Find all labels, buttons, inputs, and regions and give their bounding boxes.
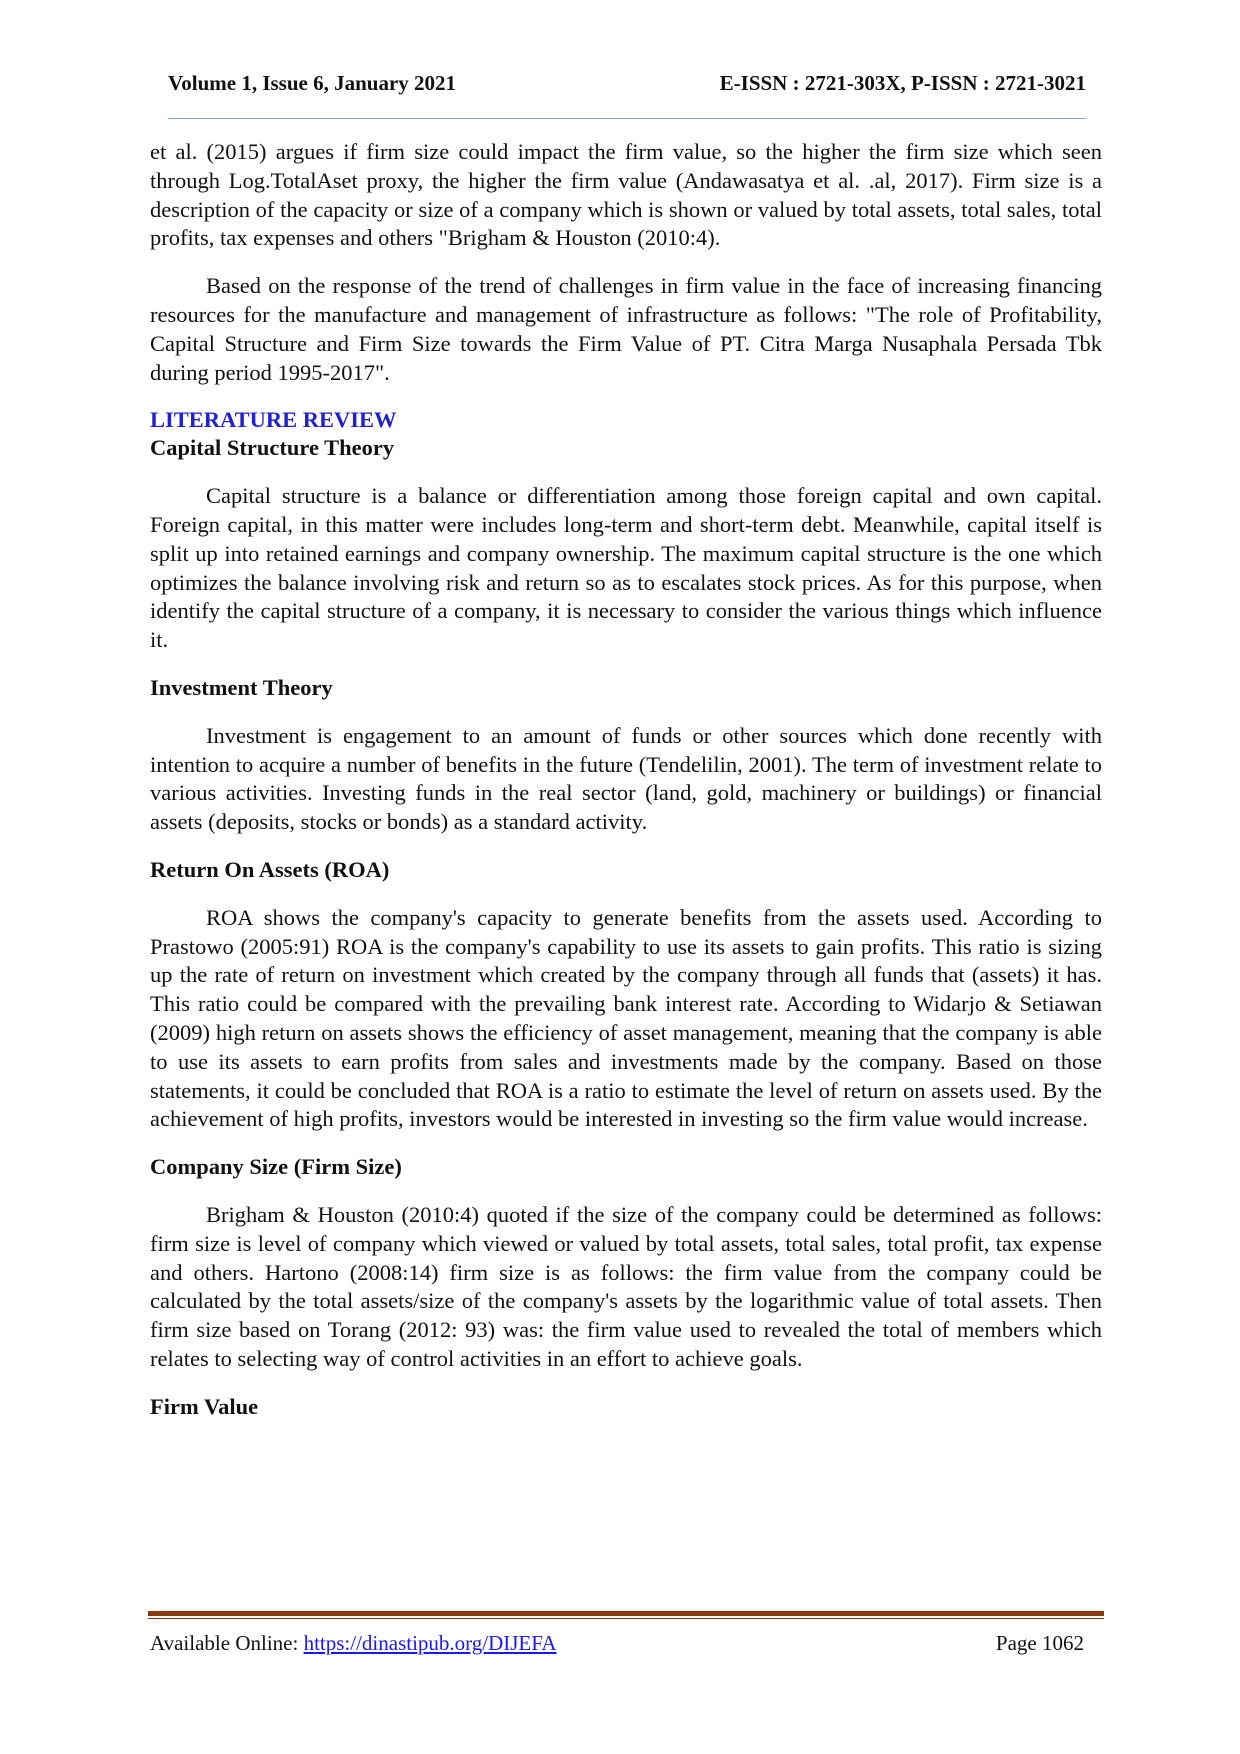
header-divider bbox=[168, 118, 1086, 119]
paragraph-roa: ROA shows the company's capacity to generate benefits from the assets used. According to Prastowo (2005:91) ROA is the company's capability to use its assets to gain profits. This ratio is sizing up the rate of return on investment which created by the company through all funds that (assets) it has. This ratio could be compared with the prevailing bank interest rate. According to Widarjo & Setiawan (2009) high return on assets shows the efficiency of asset management, meaning that the company is able to use its assets to earn profits from sales and investments made by the company. Based on those statements, it could be concluded that ROA is a ratio to estimate the level of return on assets used. By the achievement of high profits, investors would be interested in investing so the firm value would increase. bbox=[150, 904, 1102, 1132]
journal-volume: Volume 1, Issue 6, January 2021 bbox=[168, 71, 457, 95]
available-label: Available Online: bbox=[150, 1631, 304, 1655]
availability-note bbox=[150, 1630, 557, 1656]
paragraph-investment: Investment is engagement to an amount of funds or other sources which done recently with intention to acquire a number of benefits in the future (Tendelilin, 2001). The term of investment relate to various activities. Investing funds in the real sector (land, gold, machinery or buildings) or financial assets (deposits, stocks or bonds) as a standard activity. bbox=[150, 722, 1102, 835]
subheading-investment-theory: Investment Theory bbox=[150, 674, 333, 700]
subheading-capital-structure: Capital Structure Theory bbox=[150, 435, 395, 461]
paragraph-intro: et al. (2015) argues if firm size could impact the firm value, so the higher the firm size which seen through Log.TotalAset proxy, the higher the firm value (Andawasatya et al. .al, 2017). Firm size is a description of the capacity or size of a company which is shown or valued by total assets, total sales, total profits, tax expenses and others "Brigham & Houston (2010:4). bbox=[150, 139, 1102, 251]
running-header bbox=[168, 70, 1086, 96]
paragraph-firm-size: Brigham & Houston (2010:4) quoted if the size of the company could be determined as follows: firm size is level of company which viewed or valued by total assets, total sales, total profit, tax expense and others. Hartono (2008:14) firm size is as follows: the firm value from the company could be calculated by the total assets/size of the company's assets by the logarithmic value of total assets. Then firm size based on Torang (2012: 93) was: the firm value used to revealed the total of members which relates to selecting way of control activities in an effort to achieve goals. bbox=[150, 1201, 1102, 1371]
subheading-firm-size: Company Size (Firm Size) bbox=[150, 1154, 402, 1180]
footer-divider-thick bbox=[148, 1611, 1104, 1616]
footer-divider-thin bbox=[148, 1618, 1104, 1619]
subheading-firm-value: Firm Value bbox=[150, 1393, 259, 1419]
section-heading-literature-review: LITERATURE REVIEW bbox=[150, 407, 397, 433]
paragraph-based: Based on the response of the trend of challenges in firm value in the face of increasing financing resources for the manufacture and management of infrastructure as follows: "The role of Profitability, Capital Structure and Firm Size towards the Firm Value of PT. Citra Marga Nusaphala Persada Tbk during period 1995-2017". bbox=[150, 273, 1102, 385]
journal-link[interactable]: https://dinastipub.org/DIJEFA bbox=[303, 1631, 557, 1655]
journal-issn: E-ISSN : 2721-303X, P-ISSN : 2721-3021 bbox=[719, 71, 1086, 95]
page-number: Page 1062 bbox=[995, 1631, 1084, 1655]
subheading-roa: Return On Assets (ROA) bbox=[150, 856, 390, 882]
running-footer bbox=[150, 1630, 1084, 1656]
paragraph-capital-structure: Capital structure is a balance or differentiation among those foreign capital and own capital. Foreign capital, in this matter were includes long-term and short-term debt. Meanwhile, capital itself is split up into retained earnings and company ownership. The maximum capital structure is the one which optimizes the balance involving risk and return so as to escalates stock prices. As for this purpose, when identify the capital structure of a company, it is necessary to consider the various things which influence it. bbox=[150, 483, 1102, 653]
page-body bbox=[150, 138, 1102, 1440]
